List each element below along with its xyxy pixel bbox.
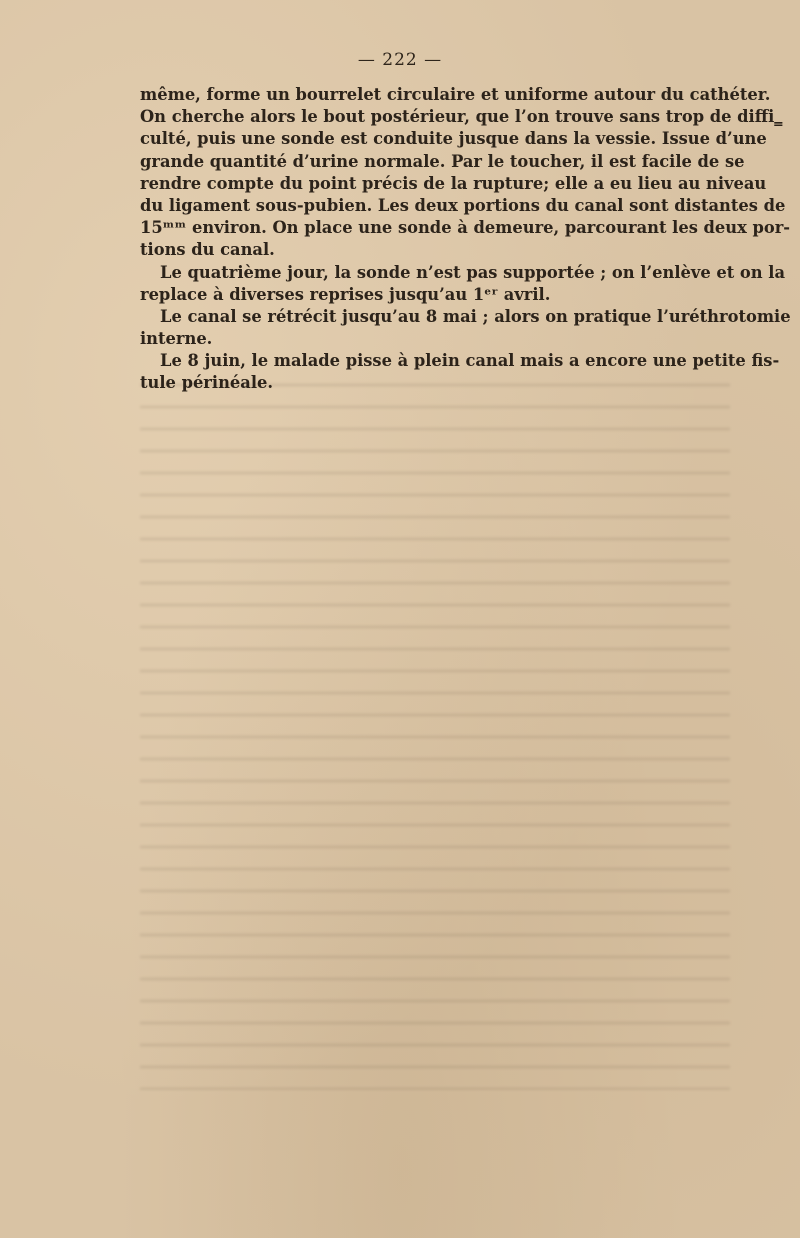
text-line: Le 8 juin, le malade pisse à plein canal mais a encore une petite fis-: [160, 351, 780, 371]
body-text: [140, 84, 791, 395]
text-line: 15ᵐᵐ environ. On place une sonde à demeure, parcourant les deux por-: [140, 218, 791, 238]
text-line: Le quatrième jour, la sonde n’est pas supportée ; on l’enlève et on la: [160, 262, 786, 282]
text-line: même, forme un bourrelet circulaire et uniforme autour du cathéter.: [140, 85, 771, 104]
text-line: replace à diverses reprises jusqu’au 1ᵉʳ avril.: [140, 284, 551, 304]
text-line: tule périnéale.: [140, 373, 274, 393]
text-line: Le canal se rétrécit jusqu’au 8 mai ; alors on pratique l’uréthrotomie: [160, 306, 791, 326]
text-line: On cherche alors le bout postérieur, que l’on trouve sans trop de diffi‗: [140, 107, 783, 127]
text-line: rendre compte du point précis de la rupture; elle a eu lieu au niveau: [140, 173, 767, 193]
text-line: tions du canal.: [140, 240, 275, 260]
page-number: — 222 —: [357, 50, 443, 70]
text-line: du ligament sous-pubien. Les deux portions du canal sont distantes de: [140, 195, 786, 215]
text-line: grande quantité d’urine normale. Par le toucher, il est facile de se: [140, 151, 745, 171]
show-through-texture: [140, 370, 730, 1090]
text-line: culté, puis une sonde est conduite jusque dans la vessie. Issue d’une: [140, 129, 767, 149]
text-line: interne.: [140, 329, 213, 349]
